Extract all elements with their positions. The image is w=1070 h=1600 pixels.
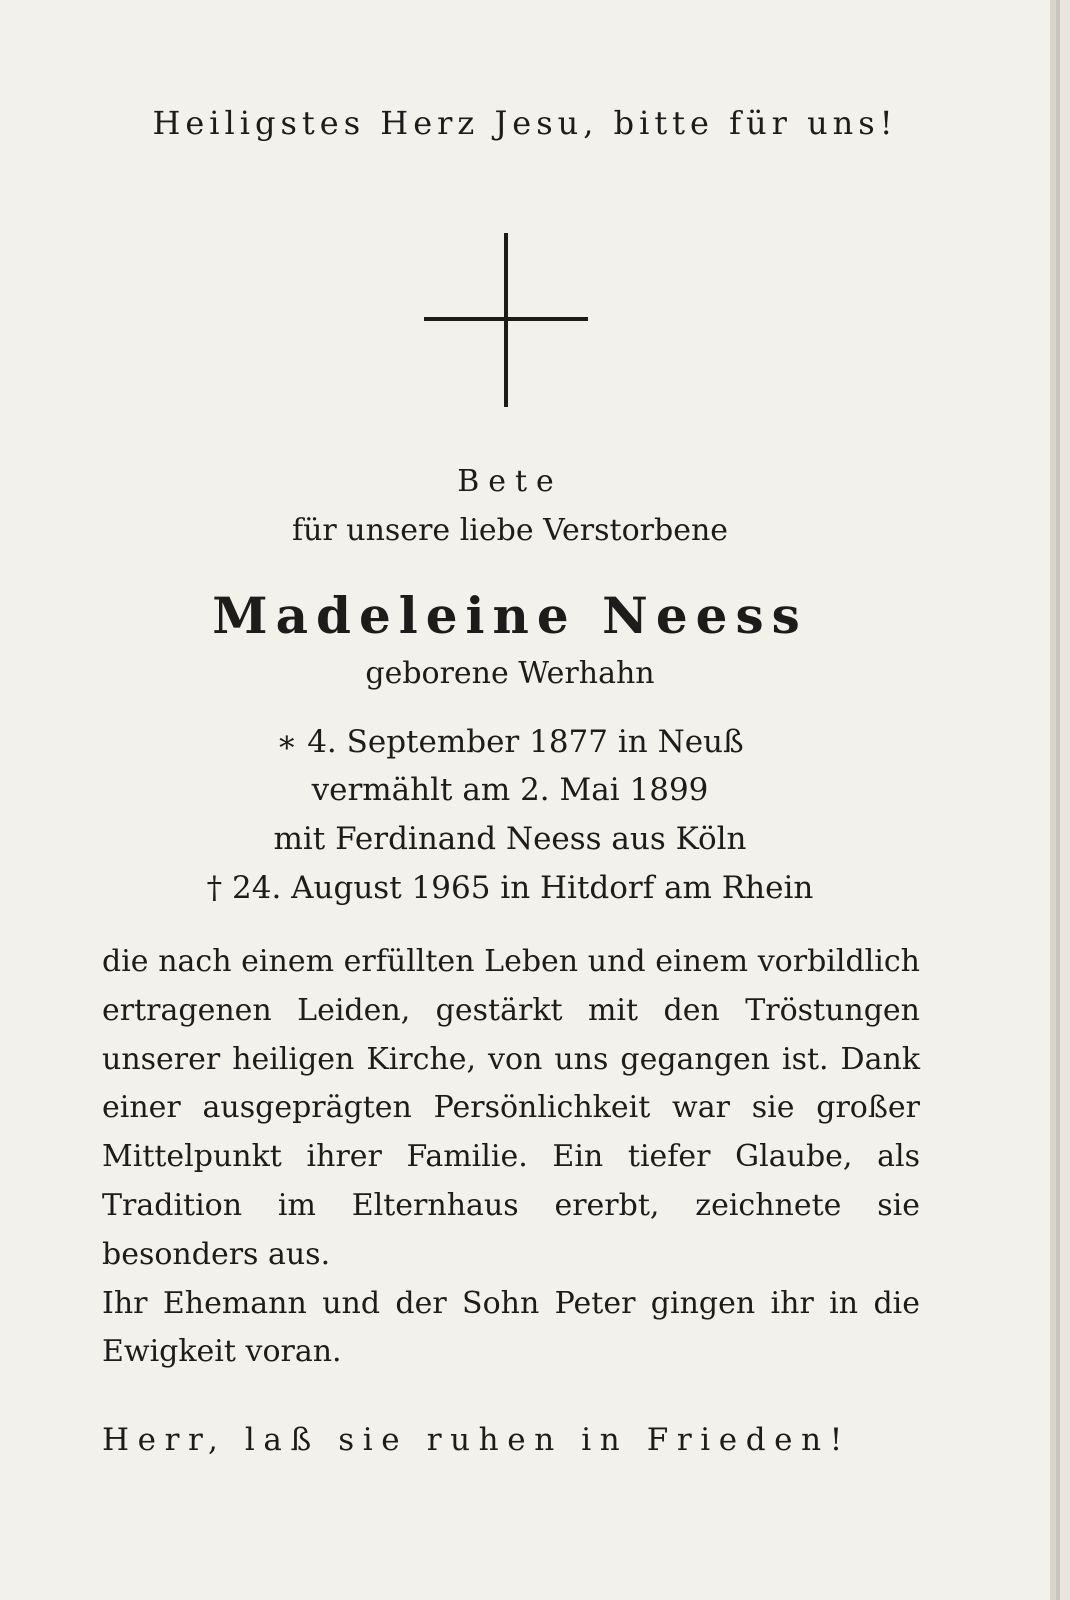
- obituary-paragraph: Ihr Ehemann und der Sohn Peter gingen ihr in die Ewigkeit voran.: [102, 1285, 920, 1370]
- death-line: † 24. August 1965 in Hitdorf am Rhein: [206, 870, 814, 906]
- obituary-text: [102, 938, 920, 1377]
- bete-heading: Bete: [457, 464, 563, 499]
- cross-icon: [424, 233, 588, 407]
- obituary-paragraph: die nach einem erfüllten Leben und einem vorbildlich ertragenen Leiden, gestärkt mit den Tröstungen unserer heiligen Kirche, von uns gegangen ist. Dank einer ausgeprägten Persönlichkeit war sie großer Mittelpunkt ihrer Familie. Ein tiefer Glaube, als Tradition im Elternhaus ererbt, zeichnete sie besonders aus.: [102, 944, 920, 1272]
- marriage-line: vermählt am 2. Mai 1899: [311, 772, 709, 808]
- subtitle: für unsere liebe Verstorbene: [291, 513, 729, 548]
- birth-line: ∗ 4. September 1877 in Neuß: [276, 724, 744, 760]
- maiden-name: geborene Werhahn: [365, 656, 655, 691]
- deceased-name: Madeleine Neess: [212, 586, 808, 645]
- spouse-line: mit Ferdinand Neess aus Köln: [273, 821, 747, 857]
- top-prayer: Heiligstes Herz Jesu, bitte für uns!: [152, 104, 898, 142]
- cross-horizontal-bar: [424, 317, 588, 321]
- bottom-prayer: Herr, laß sie ruhen in Frieden!: [102, 1422, 851, 1458]
